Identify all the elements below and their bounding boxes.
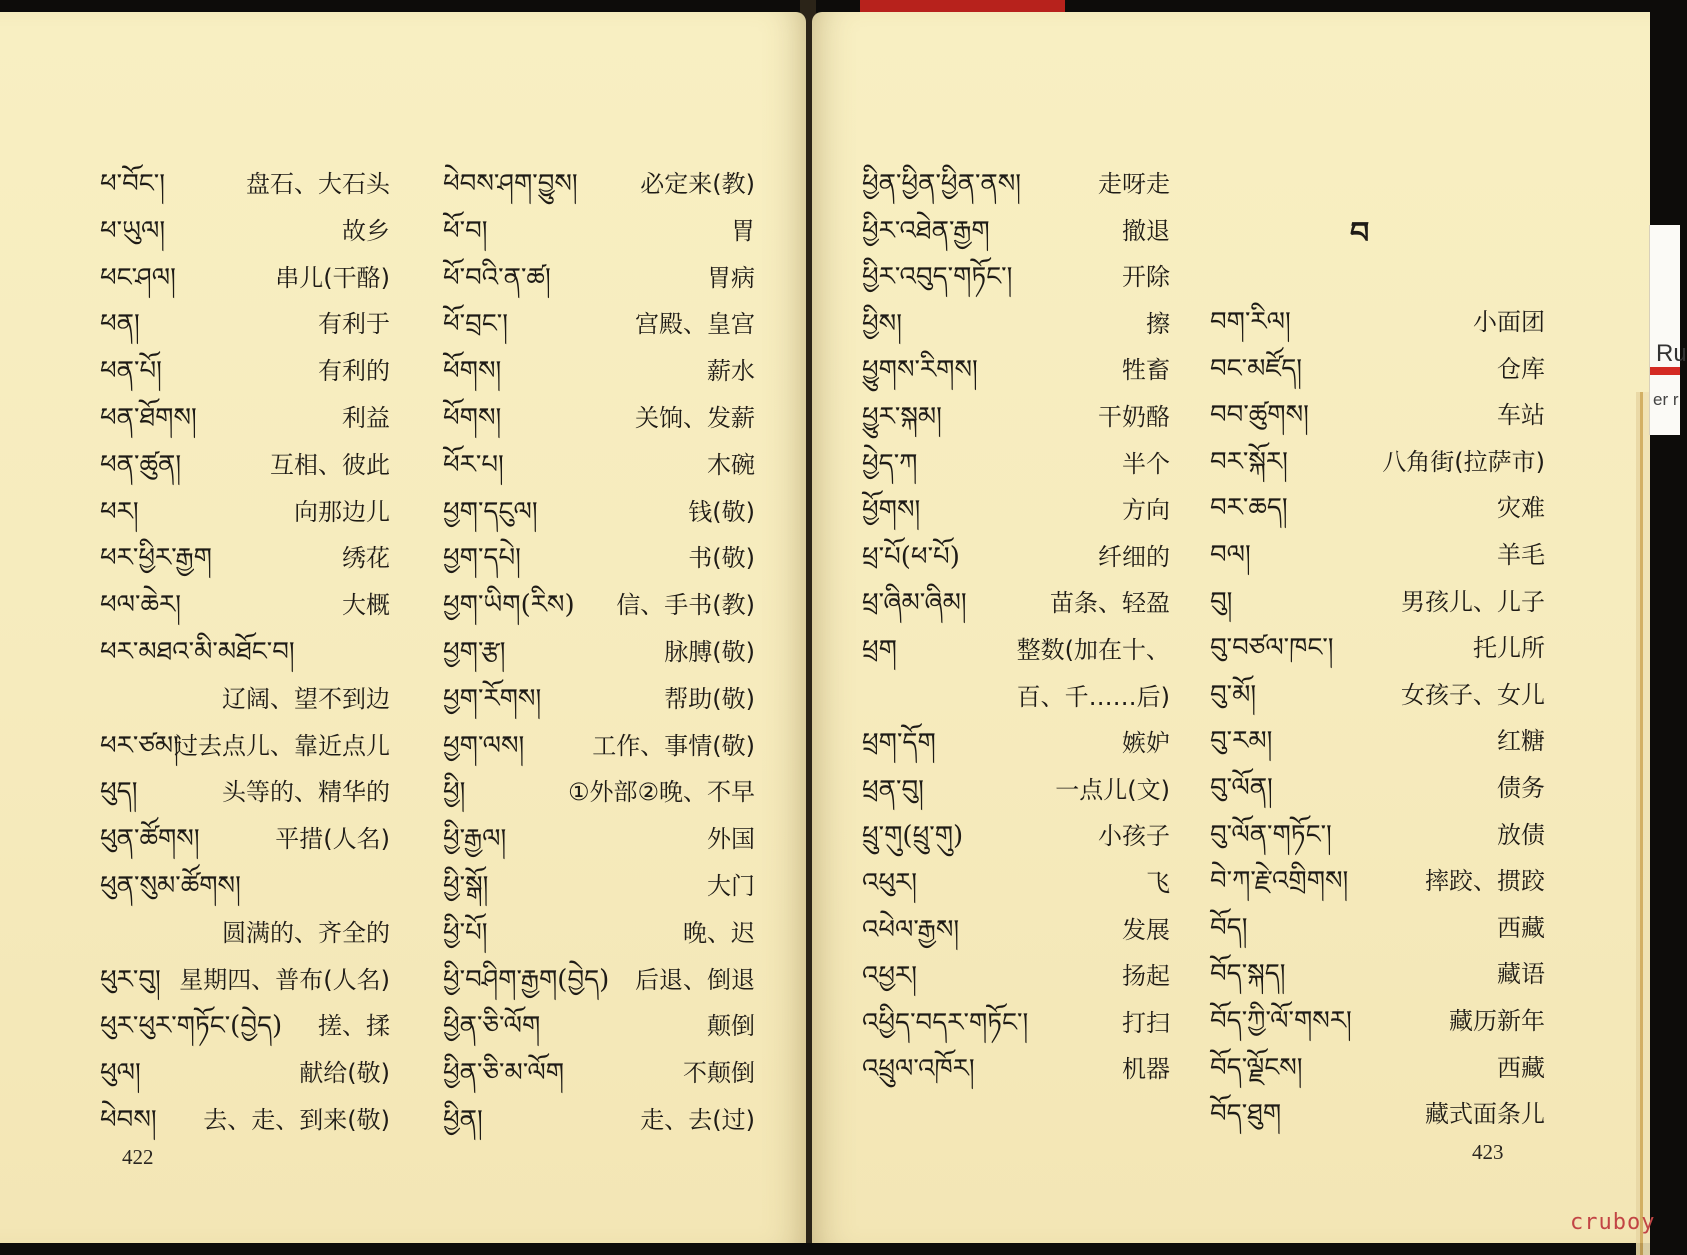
dictionary-entry (100, 585, 390, 625)
dictionary-entry (100, 398, 390, 438)
tibetan-headword: ཕུན་ཚོགས། (100, 824, 200, 855)
dictionary-entry (100, 492, 390, 532)
tibetan-headword: བོད་ཀྱི་ལོ་གསར། (1210, 1006, 1352, 1036)
chinese-gloss: 一点儿(文) (1055, 775, 1170, 804)
tibetan-headword: བབ་ཚུགས། (1210, 400, 1309, 431)
tibetan-headword: ཕྱི་སྒོ། (443, 871, 489, 901)
chinese-gloss: 木碗 (707, 450, 755, 479)
dictionary-entry (100, 726, 390, 766)
chinese-gloss: 藏语 (1497, 960, 1545, 989)
tibetan-headword: བུ། (1210, 586, 1233, 617)
dictionary-entry (1210, 1094, 1545, 1134)
page-number-right: 423 (1472, 1140, 1504, 1164)
chinese-gloss: 星期四、普布(人名) (179, 965, 390, 994)
chinese-gloss: 过去点儿、靠近点儿 (174, 731, 390, 760)
chinese-gloss: 整数(加在十、 (1016, 636, 1170, 664)
tibetan-headword: བོད་སྐད། (1210, 959, 1286, 990)
chinese-gloss: 苗条、轻盈 (1050, 589, 1170, 618)
dictionary-entry (443, 960, 755, 1000)
tibetan-headword: ཕོགས། (443, 356, 502, 387)
dictionary-entry (443, 585, 755, 625)
chinese-gloss: 八角街(拉萨市) (1382, 447, 1545, 476)
tibetan-headword: ཕོར་པ། (443, 449, 504, 480)
tibetan-headword: ཕྱིན་ཅི་ལོག (443, 1011, 541, 1042)
tibetan-headword: ཕྱག་དཔེ། (443, 543, 521, 574)
chinese-gloss: 藏式面条儿 (1425, 1100, 1545, 1129)
tibetan-headword: ཕྱག་ལས། (443, 730, 525, 761)
dictionary-entry (862, 956, 1170, 996)
tibetan-headword: ཕ་བོང་། (100, 169, 166, 199)
chinese-gloss: 嫉妒 (1122, 729, 1170, 758)
dictionary-entry (1210, 815, 1545, 855)
tibetan-headword: ཕོགས། (443, 403, 502, 433)
chinese-gloss: 红糖 (1497, 727, 1545, 756)
chinese-gloss: 去、走、到来(敬) (203, 1106, 390, 1134)
chinese-gloss: 纤细的 (1098, 542, 1170, 571)
dictionary-entry (1210, 675, 1545, 715)
chinese-gloss: 半个 (1122, 449, 1170, 478)
dictionary-entry (100, 772, 390, 812)
tibetan-headword: ཕྱི་རྒྱལ། (443, 824, 507, 855)
side-card-subtext: er r (1653, 390, 1679, 409)
chinese-gloss: 擦 (1146, 309, 1170, 338)
dictionary-entry (862, 910, 1170, 950)
tibetan-headword: བུ་བཙལ་ཁང་། (1210, 633, 1334, 664)
tibetan-headword: ཕུར་བུ། (100, 964, 161, 995)
dictionary-entry (862, 630, 1170, 670)
chinese-gloss: 钱(敬) (688, 497, 755, 526)
tibetan-headword: བོད་ལྗོངས། (1210, 1052, 1303, 1083)
dictionary-entry (443, 258, 755, 298)
tibetan-headword: འཕྲུལ་འཁོར། (862, 1054, 975, 1085)
tibetan-headword: ཕོ་བ། (443, 215, 488, 246)
dictionary-entry (100, 1100, 390, 1140)
dictionary-entry (862, 863, 1170, 903)
chinese-gloss: 放债 (1497, 820, 1545, 849)
dictionary-entry (443, 164, 755, 204)
tibetan-headword: བར་སྐོར། (1210, 446, 1288, 477)
chinese-gloss: 小孩子 (1098, 822, 1170, 851)
chinese-gloss: 信、手书(教) (616, 591, 755, 620)
dictionary-entry (862, 1049, 1170, 1089)
chinese-gloss: 脉膊(敬) (664, 638, 755, 666)
dictionary-entry (443, 538, 755, 578)
chinese-gloss: 薪水 (707, 357, 755, 386)
tibetan-headword: ཕར་མཐའ་མི་མཐོང་བ། (100, 637, 295, 667)
tibetan-headword: བུ་ལོན་གཏོང་། (1210, 819, 1332, 850)
chinese-gloss: 宫殿、皇宫 (635, 310, 755, 339)
tibetan-headword: བག་རིལ། (1210, 307, 1291, 337)
dictionary-entry (862, 537, 1170, 577)
tibetan-headword: བར་ཆད། (1210, 493, 1288, 524)
dictionary-entry (100, 913, 390, 953)
tibetan-headword: ཕན་ཐོགས། (100, 403, 197, 433)
dictionary-entry (862, 1003, 1170, 1043)
dictionary-entry (862, 350, 1170, 390)
chinese-gloss: 颠倒 (707, 1012, 755, 1041)
dictionary-entry (443, 1006, 755, 1046)
dictionary-entry (862, 723, 1170, 763)
dictionary-entry (1210, 442, 1545, 482)
tibetan-headword: ཕྲག་དོག (862, 728, 936, 759)
chinese-gloss: 晚、迟 (683, 918, 755, 947)
tibetan-headword: ཕེབས། (100, 1105, 157, 1135)
chinese-gloss: 胃病 (707, 263, 755, 292)
tibetan-headword: ཕང་ཤལ། (100, 262, 176, 293)
dictionary-entry (100, 445, 390, 485)
chinese-gloss: 必定来(教) (640, 170, 755, 198)
chinese-gloss: 藏历新年 (1449, 1007, 1545, 1035)
page-edge-stripe (1636, 392, 1650, 1255)
chinese-gloss: 债务 (1497, 774, 1545, 802)
chinese-gloss: 不颠倒 (683, 1059, 755, 1088)
chinese-gloss: 有利于 (318, 310, 390, 339)
tibetan-headword: ཕྲ་ཞིམ་ཞིམ། (862, 588, 967, 619)
tibetan-headword: འཕུར། (862, 868, 918, 898)
dictionary-entry (1210, 395, 1545, 435)
chinese-gloss: 后退、倒退 (635, 965, 755, 994)
tibetan-headword: བུ་རམ། (1210, 726, 1273, 757)
dictionary-entry (1210, 349, 1545, 389)
dictionary-entry (100, 211, 390, 251)
dictionary-entry (443, 1100, 755, 1140)
dictionary-entry (443, 398, 755, 438)
tibetan-headword: འཕྱིད་བདར་གཏོང་། (862, 1007, 1029, 1038)
chinese-gloss: 羊毛 (1497, 541, 1545, 569)
dictionary-entry (443, 351, 755, 391)
section-letter: བ (1350, 216, 1370, 251)
tibetan-headword: ཕྱི་པོ། (443, 917, 488, 948)
watermark: cruboy (1570, 1210, 1656, 1235)
dictionary-entry (443, 1053, 755, 1093)
dictionary-entry (1210, 721, 1545, 761)
dictionary-entry (443, 632, 755, 672)
dictionary-entry (862, 816, 1170, 856)
dictionary-entry (862, 257, 1170, 297)
dictionary-entry (443, 726, 755, 766)
dictionary-entry (100, 538, 390, 578)
chinese-gloss: 利益 (342, 404, 390, 432)
tibetan-headword: ཕར་ཕྱིར་རྒྱག (100, 543, 212, 574)
chinese-gloss: ①外部②晚、不早 (567, 778, 755, 807)
dictionary-entry (443, 866, 755, 906)
chinese-gloss: 胃 (731, 216, 755, 245)
tibetan-headword: ཕེབས་ཤག་བྱུས། (443, 169, 578, 199)
chinese-gloss: 开除 (1122, 263, 1170, 292)
dictionary-entry (862, 211, 1170, 251)
dictionary-entry (100, 258, 390, 298)
tibetan-headword: ཕྲུ་གུ(ཕྲུ་གུ) (862, 821, 964, 852)
chinese-gloss: 走、去(过) (640, 1106, 755, 1134)
chinese-gloss: 大概 (342, 591, 390, 620)
tibetan-headword: ཕལ་ཆེར། (100, 590, 181, 621)
dictionary-entry (443, 819, 755, 859)
chinese-gloss: 西藏 (1497, 1053, 1545, 1082)
chinese-gloss: 女孩子、女儿 (1401, 680, 1545, 709)
right-page (812, 12, 1650, 1243)
chinese-gloss: 牲畜 (1122, 356, 1170, 385)
chinese-gloss: 托儿所 (1473, 634, 1545, 663)
dictionary-entry (1210, 582, 1545, 622)
dictionary-entry (862, 490, 1170, 530)
dictionary-entry (862, 444, 1170, 484)
tibetan-headword: ཕན་ཚུན། (100, 449, 182, 480)
tibetan-headword: ཕུལ། (100, 1058, 141, 1089)
tibetan-headword: ཕུར་ཕུར་གཏོང་(བྱེད) (100, 1011, 283, 1042)
chinese-gloss: 工作、事情(敬) (592, 731, 755, 760)
dictionary-entry (100, 679, 390, 719)
dictionary-entry (100, 164, 390, 204)
tibetan-headword: ཕྱིར་འབུད་གཏོང་། (862, 262, 1013, 293)
chinese-gloss: 串儿(干酪) (275, 263, 390, 292)
dictionary-entry (862, 304, 1170, 344)
tibetan-headword: ཕྱི་བཤིག་རྒྱག(བྱེད) (443, 964, 610, 995)
dictionary-entry (443, 772, 755, 812)
tibetan-headword: ཕྱག་རོགས། (443, 683, 542, 714)
dictionary-entry (443, 913, 755, 953)
tibetan-headword: ཕྱུར་སྐམ། (862, 402, 942, 432)
chinese-gloss: 撤退 (1122, 216, 1170, 245)
tibetan-headword: ཕྱག་དངུལ། (443, 496, 538, 527)
tibetan-headword: ཕྱི། (443, 777, 466, 808)
tibetan-headword: ཕྱུགས་རིགས། (862, 355, 978, 386)
dictionary-entry (100, 632, 390, 672)
chinese-gloss: 外国 (707, 825, 755, 854)
tibetan-headword: བང་མཛོད། (1210, 353, 1303, 384)
chinese-gloss: 互相、彼此 (270, 450, 390, 479)
dictionary-entry (443, 211, 755, 251)
tibetan-headword: ཕྱག་ཡིག(རིས) (443, 590, 575, 621)
side-card-red-bar (1650, 367, 1680, 375)
chinese-gloss: 平措(人名) (275, 825, 390, 854)
chinese-gloss: 故乡 (342, 216, 390, 245)
chinese-gloss: 向那边儿 (294, 497, 390, 526)
tibetan-headword: བོད་ཐུག (1210, 1099, 1282, 1130)
dictionary-entry (443, 304, 755, 344)
tibetan-headword: ཕྱག་རྩ། (443, 637, 506, 667)
chinese-gloss: 小面团 (1473, 308, 1545, 336)
dictionary-entry (100, 351, 390, 391)
tibetan-headword: ཕྱེད་ཀ (862, 448, 918, 479)
chinese-gloss: 大门 (707, 872, 755, 900)
tibetan-headword: ཕྱོགས། (862, 495, 921, 526)
chinese-gloss: 走呀走 (1098, 170, 1170, 198)
chinese-gloss: 扬起 (1122, 962, 1170, 991)
dictionary-entry (1210, 908, 1545, 948)
tibetan-headword: འཕྱར། (862, 961, 918, 992)
chinese-gloss: 车站 (1497, 401, 1545, 430)
dictionary-entry (1210, 628, 1545, 668)
chinese-gloss: 干奶酪 (1098, 403, 1170, 431)
chinese-gloss: 盘石、大石头 (246, 170, 390, 198)
tibetan-headword: ཕོ་བྲང་། (443, 309, 509, 340)
dictionary-entry (443, 445, 755, 485)
dictionary-entry (862, 164, 1170, 204)
chinese-gloss: 西藏 (1497, 913, 1545, 942)
dictionary-entry (100, 819, 390, 859)
chinese-gloss: 摔跤、掼跤 (1425, 867, 1545, 896)
left-page (0, 12, 806, 1243)
chinese-gloss: 机器 (1122, 1055, 1170, 1084)
dictionary-entry (1210, 1048, 1545, 1088)
tibetan-headword: ཕ་ཡུལ། (100, 215, 166, 246)
chinese-gloss: 百、千……后) (1016, 682, 1170, 711)
side-card (1649, 225, 1687, 435)
dictionary-entry (862, 770, 1170, 810)
chinese-gloss: 献给(敬) (299, 1059, 390, 1088)
dictionary-entry (443, 679, 755, 719)
dictionary-entry (100, 1006, 390, 1046)
chinese-gloss: 绣花 (342, 544, 390, 573)
dictionary-entry (1210, 488, 1545, 528)
chinese-gloss: 灾难 (1497, 494, 1545, 523)
tibetan-headword: ཕྱིར་འཐེན་རྒྱག (862, 215, 990, 246)
dictionary-entry (100, 1053, 390, 1093)
dictionary-entry (1210, 302, 1545, 342)
dictionary-entry (100, 960, 390, 1000)
side-card-text: Ru (1656, 340, 1687, 367)
chinese-gloss: 男孩儿、儿子 (1401, 587, 1545, 616)
chinese-gloss: 头等的、精华的 (222, 778, 390, 807)
dictionary-entry (1210, 861, 1545, 901)
tibetan-headword: བོད། (1210, 912, 1248, 943)
dictionary-entry (862, 583, 1170, 623)
chinese-gloss: 有利的 (318, 357, 390, 386)
dictionary-entry (862, 677, 1170, 717)
tibetan-headword: ཕན་པོ། (100, 356, 162, 387)
tibetan-headword: ཕྱིས། (862, 308, 902, 339)
tibetan-headword: བེ་ཀ་རྗེ་འགྲིགས། (1210, 866, 1349, 897)
tibetan-headword: ཕར། (100, 496, 139, 527)
chinese-gloss: 仓库 (1497, 354, 1545, 383)
tibetan-headword: ཕུད། (100, 777, 138, 808)
chinese-gloss: 飞 (1146, 869, 1170, 897)
page-number-left: 422 (122, 1145, 154, 1169)
tibetan-headword: ཕར་ཙམ། (100, 730, 179, 761)
tibetan-headword: འཕེལ་རྒྱས། (862, 914, 960, 945)
dictionary-entry (862, 397, 1170, 437)
chinese-gloss: 圆满的、齐全的 (222, 918, 390, 947)
chinese-gloss: 方向 (1122, 496, 1170, 525)
tibetan-headword: ཕྱིན་ཕྱིན་ཕྱིན་ནས། (862, 169, 1022, 199)
tibetan-headword: ཕན། (100, 309, 140, 340)
chinese-gloss: 辽阔、望不到边 (222, 684, 390, 713)
tibetan-headword: ཕྲ་པོ(ཕ་པོ) (862, 541, 960, 572)
tibetan-headword: ཕོ་བའི་ན་ཚ། (443, 262, 551, 293)
chinese-gloss: 打扫 (1122, 1008, 1170, 1037)
tibetan-headword: ཕྲན་བུ། (862, 774, 924, 805)
tibetan-headword: བུ་མོ། (1210, 679, 1257, 710)
chinese-gloss: 书(敬) (688, 544, 755, 573)
chinese-gloss: 搓、揉 (318, 1012, 390, 1041)
chinese-gloss: 关饷、发薪 (635, 404, 755, 432)
dictionary-entry (1210, 1001, 1545, 1041)
dictionary-entry (100, 304, 390, 344)
dictionary-entry (1210, 535, 1545, 575)
tibetan-headword: ཕྱིན་ཅི་མ་ལོག (443, 1058, 565, 1089)
dictionary-entry (100, 866, 390, 906)
tibetan-headword: ཕྲག (862, 635, 897, 665)
tibetan-headword: བུ་ལོན། (1210, 773, 1273, 803)
dictionary-entry (1210, 954, 1545, 994)
dictionary-entry (1210, 768, 1545, 808)
chinese-gloss: 帮助(敬) (664, 684, 755, 713)
tibetan-headword: བལ། (1210, 540, 1251, 570)
chinese-gloss: 发展 (1122, 915, 1170, 944)
tibetan-headword: ཕྱིན། (443, 1105, 483, 1135)
dictionary-entry (443, 492, 755, 532)
tibetan-headword: ཕུན་སུམ་ཚོགས། (100, 871, 241, 901)
